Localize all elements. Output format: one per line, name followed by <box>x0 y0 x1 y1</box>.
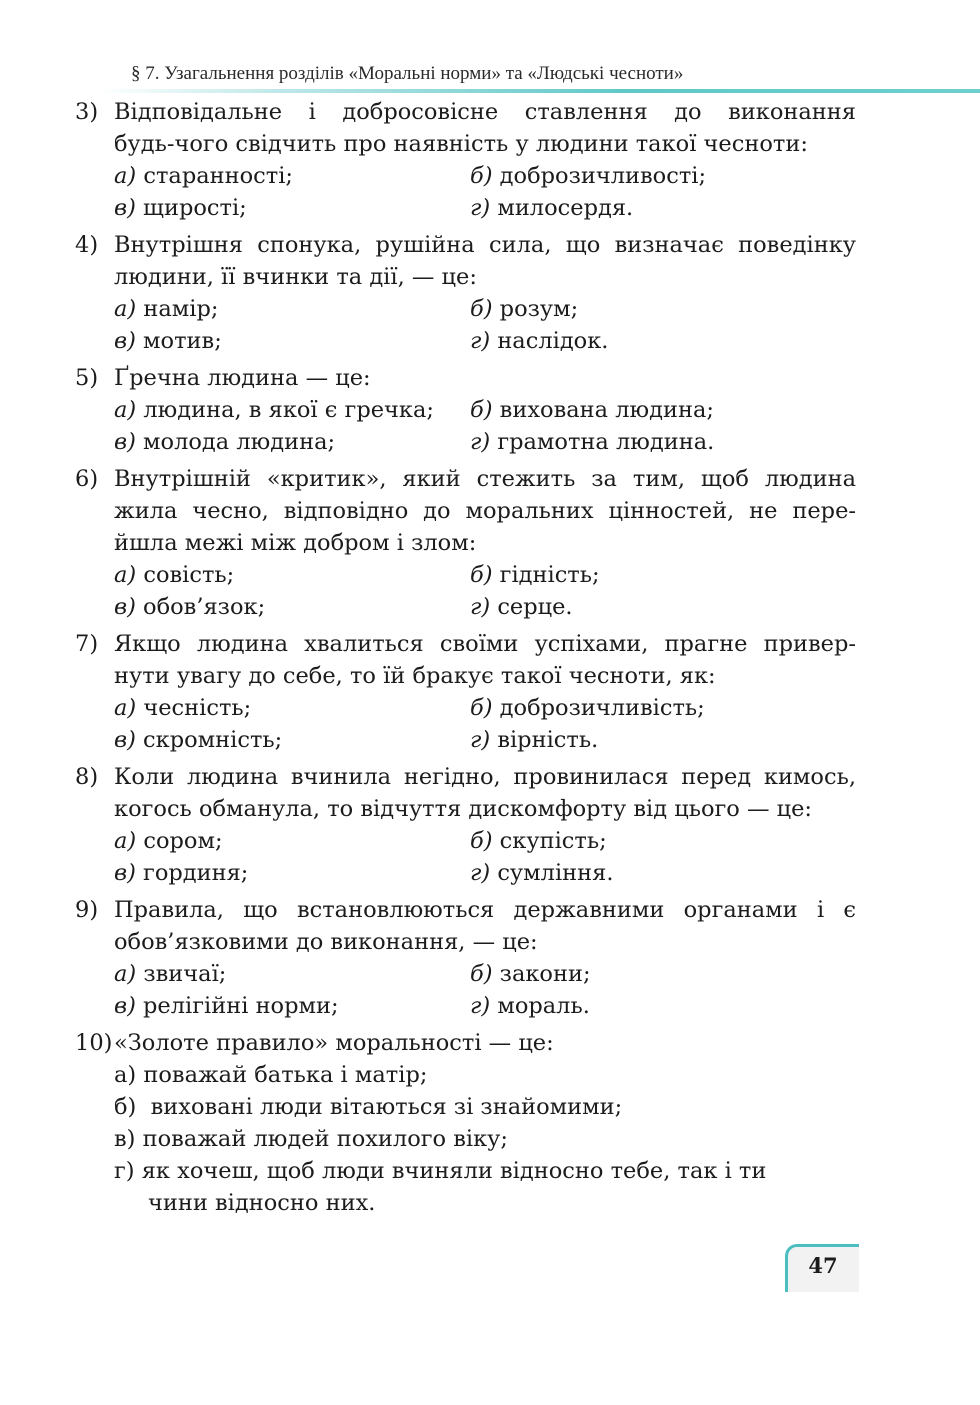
answer-option-h: г) як хочеш, щоб люди вчиняли відносно тебе, так і ти <box>114 1158 767 1184</box>
question-number: 7) <box>75 631 99 657</box>
header-divider <box>100 89 980 93</box>
answer-option-h: г) вірність. <box>470 727 599 753</box>
answer-option-h: г) наслідок. <box>470 328 609 354</box>
questions-list <box>0 96 980 1224</box>
question-text-line: Якщо людина хвалиться своїми успіхами, прагне привер- <box>114 631 856 657</box>
answer-option-b: б) закони; <box>470 961 591 987</box>
answer-option-b: б) гідність; <box>470 562 600 588</box>
answer-option-v: в) молода людина; <box>114 429 336 455</box>
question-number: 8) <box>75 764 99 790</box>
question-number: 3) <box>75 99 99 125</box>
answer-option-h: г) серце. <box>470 594 573 620</box>
answer-option-a: а) старанності; <box>114 163 294 189</box>
question-text-line: обов’язковими до виконання, — це: <box>114 929 538 955</box>
answer-option-v: в) щирості; <box>114 195 247 221</box>
question-number: 5) <box>75 365 99 391</box>
answer-option-h: г) грамотна людина. <box>470 429 715 455</box>
answer-option-h: г) мораль. <box>470 993 590 1019</box>
question-5 <box>0 362 980 458</box>
question-8 <box>0 761 980 889</box>
question-text-line: Внутрішня спонука, рушійна сила, що визначає поведінку <box>114 232 856 258</box>
question-text-line: нути увагу до себе, то їй бракує такої чесноти, як: <box>114 663 716 689</box>
question-text-line: жила чесно, відповідно до моральних цінностей, не пере- <box>114 498 856 524</box>
question-text-line: когось обманула, то відчуття дискомфорту від цього — це: <box>114 796 813 822</box>
question-7 <box>0 628 980 756</box>
answer-option-a: а) совість; <box>114 562 235 588</box>
question-text-line: йшла межі між добром і злом: <box>114 530 477 556</box>
answer-option-a: а) сором; <box>114 828 223 854</box>
answer-option-h-continuation: чини відносно них. <box>148 1190 376 1216</box>
page-number-tab <box>785 1244 859 1292</box>
question-text-line: «Золоте правило» моральності — це: <box>114 1030 554 1056</box>
answer-option-v: в) релігійні норми; <box>114 993 339 1019</box>
answer-option-b: б) виховані люди вітаються зі знайомими; <box>114 1094 623 1120</box>
question-10 <box>0 1027 980 1219</box>
answer-option-h: г) сумління. <box>470 860 614 886</box>
question-4 <box>0 229 980 357</box>
answer-option-v: в) гординя; <box>114 860 249 886</box>
answer-option-b: б) доброзичливість; <box>470 695 705 721</box>
answer-option-b: б) скупість; <box>470 828 607 854</box>
answer-option-v: в) мотив; <box>114 328 222 354</box>
answer-option-a: а) людина, в якої є гречка; <box>114 397 434 423</box>
question-3 <box>0 96 980 224</box>
question-number: 6) <box>75 466 99 492</box>
answer-option-a: а) чесність; <box>114 695 252 721</box>
answer-option-a: а) поважай батька і матір; <box>114 1062 428 1088</box>
question-text-line: Внутрішній «критик», який стежить за тим, щоб людина <box>114 466 856 492</box>
answer-option-a: а) звичаї; <box>114 961 227 987</box>
question-text-line: людини, її вчинки та дії, — це: <box>114 264 477 290</box>
page-number: 47 <box>808 1253 838 1278</box>
answer-option-b: б) доброзичливості; <box>470 163 707 189</box>
answer-option-b: б) вихована людина; <box>470 397 714 423</box>
answer-option-v: в) поважай людей похилого віку; <box>114 1126 508 1152</box>
question-text-line: Коли людина вчинила негідно, провинилася перед кимось, <box>114 764 856 790</box>
question-6 <box>0 463 980 623</box>
question-text-line: Ґречна людина — це: <box>114 365 371 391</box>
question-number: 4) <box>75 232 99 258</box>
answer-option-v: в) обов’язок; <box>114 594 266 620</box>
question-number: 10) <box>75 1030 113 1056</box>
section-header: § 7. Узагальнення розділів «Моральні норми» та «Людські чесноти» <box>131 63 684 84</box>
question-text-line: Відповідальне і добросовісне ставлення до виконання <box>114 99 856 125</box>
answer-option-v: в) скромність; <box>114 727 283 753</box>
question-9 <box>0 894 980 1022</box>
question-number: 9) <box>75 897 99 923</box>
answer-option-h: г) милосердя. <box>470 195 634 221</box>
question-text-line: будь-чого свідчить про наявність у людини такої чесноти: <box>114 131 808 157</box>
question-text-line: Правила, що встановлюються державними органами і є <box>114 897 856 923</box>
answer-option-b: б) розум; <box>470 296 579 322</box>
answer-option-a: а) намір; <box>114 296 219 322</box>
